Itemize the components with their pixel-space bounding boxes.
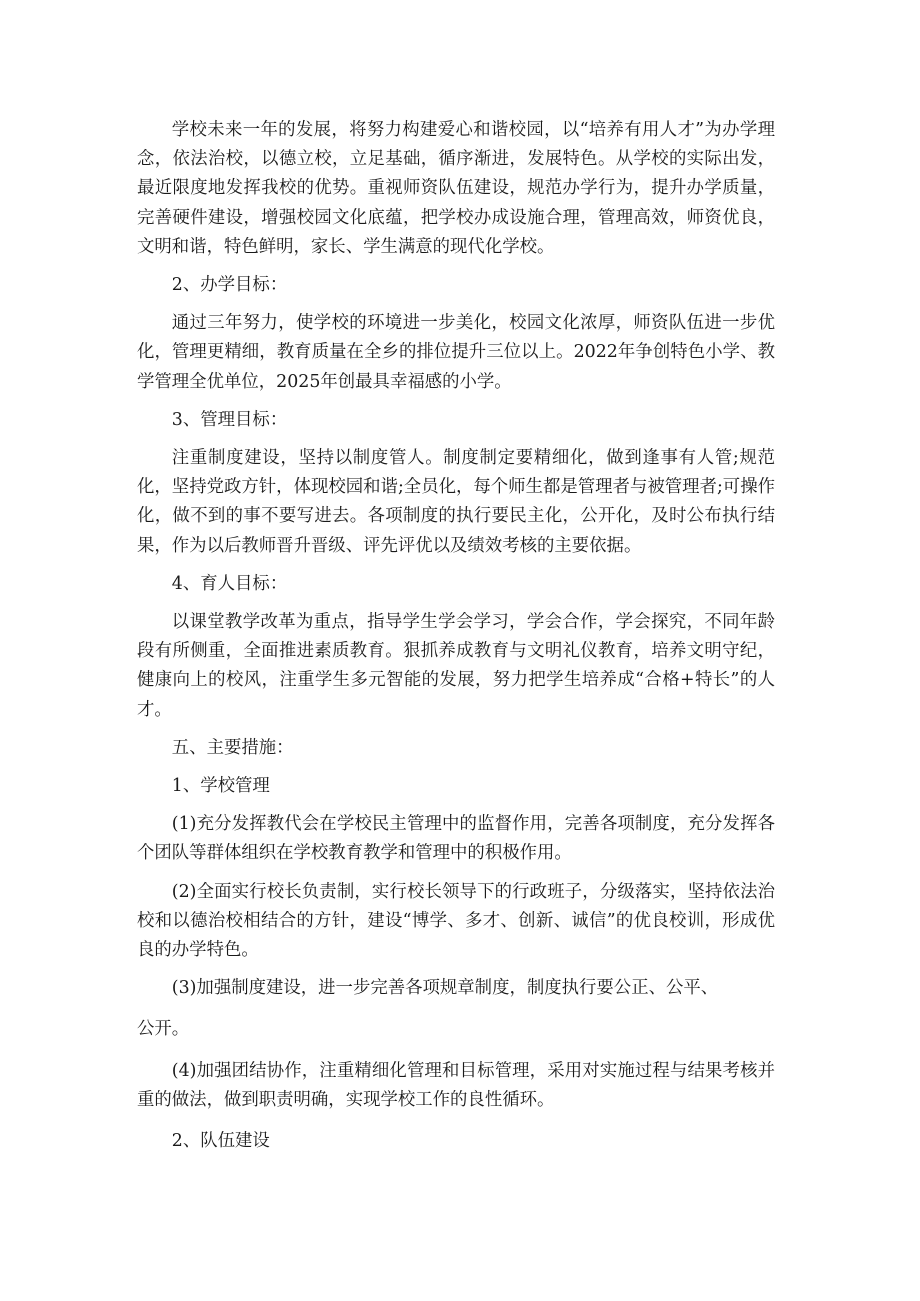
list-item-measure-1: (1)充分发挥教代会在学校民主管理中的监督作用，完善各项制度，充分发挥各个团队等群体组织在学校教育教学和管理中的积极作用。 [137,814,775,864]
heading-staff-building: 2、队伍建设 [171,1131,270,1152]
heading-main-measures: 五、主要措施： [171,737,294,758]
list-item-measure-2: (2)全面实行校长负责制，实行校长领导下的行政班子，分级落实，坚持依法治校和以德治校相结合的方针，建设“博学、多才、创新、诚信”的优良校训，形成优良的办学特色。 [137,881,775,961]
heading-management-goal: 3、管理目标： [171,409,288,430]
heading-school-goal: 2、办学目标： [171,275,288,296]
heading-education-goal: 4、育人目标： [171,573,288,594]
list-item-measure-4: (4)加强团结协作，注重精细化管理和目标管理，采用对实施过程与结果考核并重的做法，做到职责明确，实现学校工作的良性循环。 [137,1060,775,1110]
paragraph-development-vision: 学校未来一年的发展，将努力构建爱心和谐校园，以“培养有用人才”为办学理念，依法治校，以德立校，立足基础，循序渐进，发展特色。从学校的实际出发，最近限度地发挥我校的优势。重视师资队伍建设，规范办学行为，提升办学质量，完善硬件建设，增强校园文化底蕴，把学校办成设施合理，管理高效，师资优良，文明和谐，特色鲜明，家长、学生满意的现代化学校。 [137,120,775,257]
paragraph-management-goal: 注重制度建设，坚持以制度管人。制度制定要精细化，做到逢事有人管;规范化，坚持党政方针，体现校园和谐;全员化，每个师生都是管理者与被管理者;可操作化，做不到的事不要写进去。各项制度的执行要民主化，公开化，及时公布执行结果，作为以后教师晋升晋级、评先评优以及绩效考核的主要依据。 [137,448,775,556]
list-item-measure-3-continued: 公开。 [137,1019,190,1040]
paragraph-school-goal: 通过三年努力，使学校的环境进一步美化，校园文化浓厚，师资队伍进一步优化，管理更精细，教育质量在全乡的排位提升三位以上。2022年争创特色小学、教学管理全优单位，2025年创最具幸福感的小学。 [137,313,775,392]
document-body [137,116,775,1156]
heading-school-management: 1、学校管理 [171,776,270,797]
paragraph-education-goal: 以课堂教学改革为重点，指导学生学会学习，学会合作，学会探究，不同年龄段有所侧重，全面推进素质教育。狠抓养成教育与文明礼仪教育，培养文明守纪，健康向上的校风，注重学生多元智能的发展，努力把学生培养成“合格+特长”的人才。 [137,612,775,720]
list-item-measure-3: (3)加强制度建设，进一步完善各项规章制度，制度执行要公正、公平、 [171,978,719,999]
